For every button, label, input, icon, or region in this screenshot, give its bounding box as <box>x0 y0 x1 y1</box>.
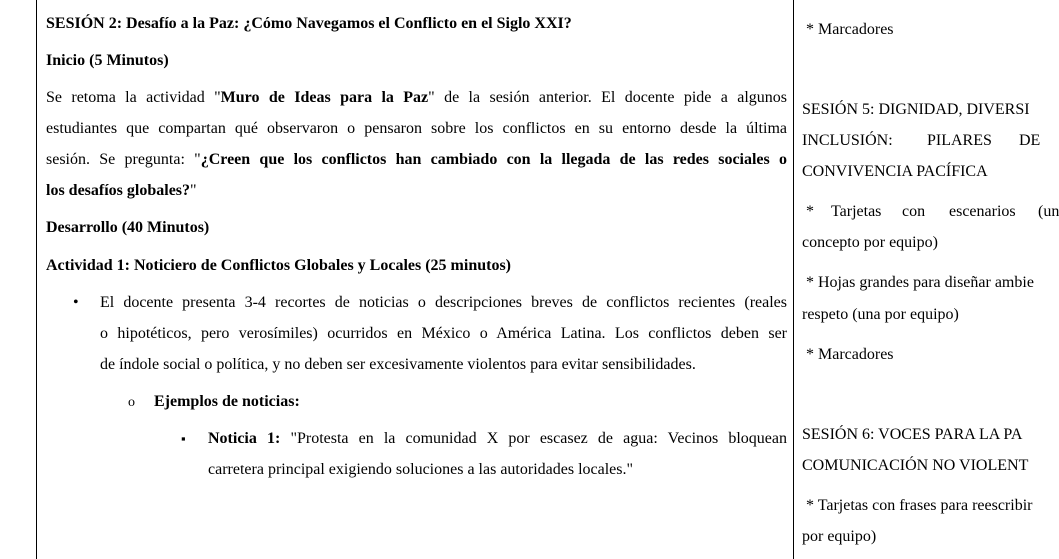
hojas-line-1: * Hojas grandes para diseñar ambie <box>806 274 1034 291</box>
actividad-heading: Actividad 1: Noticiero de Conflictos Globales y Locales (25 minutos) <box>46 257 512 274</box>
intro-line-4: los desafíos globales?" <box>46 182 197 199</box>
desarrollo-heading: Desarrollo (40 Minutos) <box>46 219 210 236</box>
bullet-line-2: o hipotéticos, pero verosímiles) ocurridos en México o América Latina. Los conflictos deben ser <box>100 325 787 342</box>
tarjetas-line-1: * Tarjetas con escenarios (un <box>806 203 1059 220</box>
noticia-line-2: carretera principal exigiendo soluciones a las autoridades locales." <box>208 461 634 478</box>
session-5-line-1: SESIÓN 5: DIGNIDAD, DIVERSI <box>802 101 1030 118</box>
table-border-middle <box>793 0 794 559</box>
intro-line-2: estudiantes que compartan qué observaron o pensaron sobre los conflictos en su entorno desde la última <box>46 120 787 137</box>
materials-marcadores-2: * Marcadores <box>806 346 894 363</box>
frases-line-2: por equipo) <box>802 528 877 545</box>
tarjetas-line-2: concepto por equipo) <box>802 234 938 251</box>
table-border-left <box>36 0 37 559</box>
session-5-line-3: CONVIVENCIA PACÍFICA <box>802 163 988 180</box>
session-5-line-2: INCLUSIÓN: PILARES DE <box>802 132 1041 149</box>
bullet-line-1: El docente presenta 3-4 recortes de noticias o descripciones breves de conflictos recientes (reales <box>100 294 787 311</box>
inicio-heading: Inicio (5 Minutos) <box>46 52 169 69</box>
bullet-circle-icon: o <box>128 395 135 410</box>
bullet-line-3: de índole social o política, y no deben ser excesivamente violentos para evitar sensibilidades. <box>100 356 696 373</box>
session-title: SESIÓN 2: Desafío a la Paz: ¿Cómo Navegamos el Conflicto en el Siglo XXI? <box>46 15 572 32</box>
noticia-line-1: Noticia 1: "Protesta en la comunidad X por escasez de agua: Vecinos bloquean <box>208 430 788 447</box>
intro-line-1: Se retoma la actividad "Muro de Ideas para la Paz" de la sesión anterior. El docente pide a algunos <box>46 89 788 106</box>
intro-line-3: sesión. Se pregunta: "¿Creen que los conflictos han cambiado con la llegada de las redes sociales o <box>46 151 788 168</box>
hojas-line-2: respeto (una por equipo) <box>802 306 959 323</box>
frases-line-1: * Tarjetas con frases para reescribir <box>806 497 1033 514</box>
bullet-square-icon: ▪ <box>181 431 186 446</box>
bullet-disc-icon: • <box>73 294 79 311</box>
sub-heading: Ejemplos de noticias: <box>154 393 300 410</box>
session-6-line-1: SESIÓN 6: VOCES PARA LA PA <box>802 426 1023 443</box>
materials-marcadores-1: * Marcadores <box>806 21 894 38</box>
session-6-line-2: COMUNICACIÓN NO VIOLENT <box>802 457 1029 474</box>
